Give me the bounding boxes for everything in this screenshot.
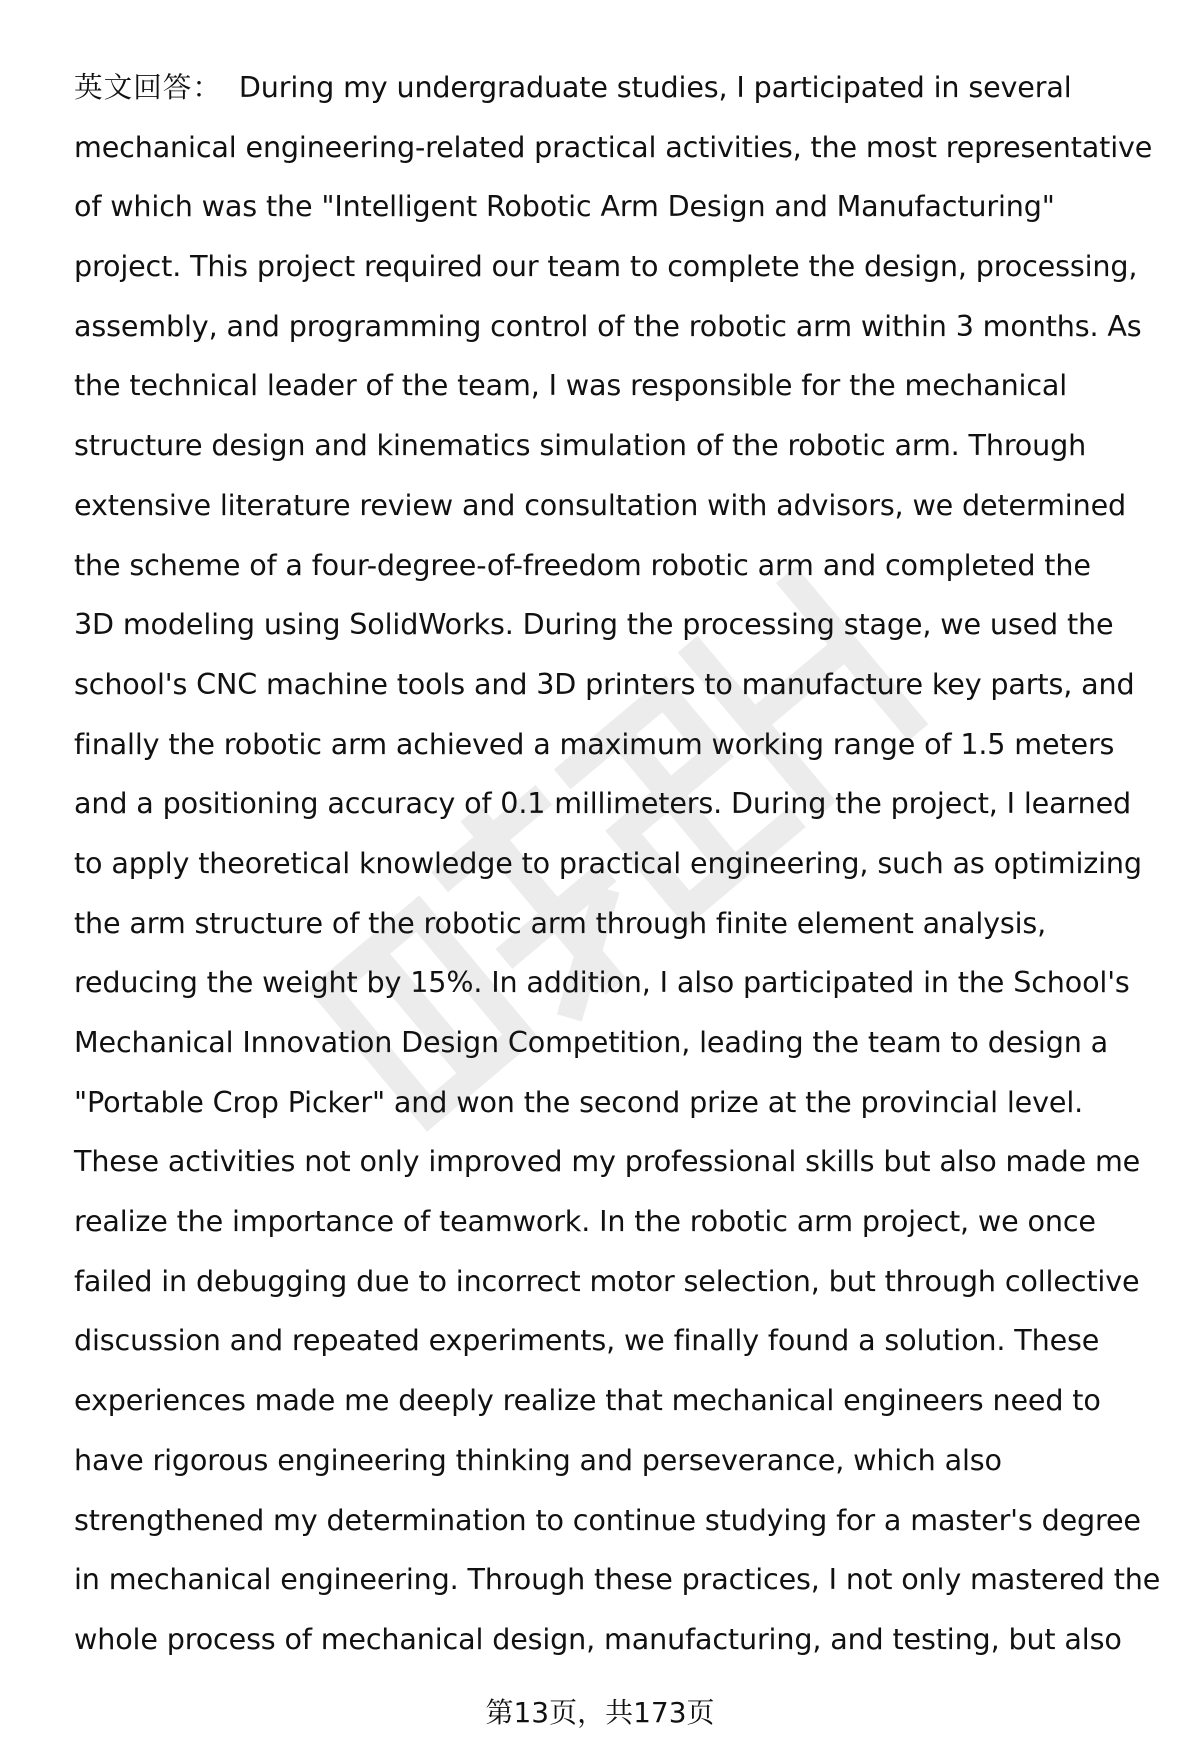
text-line: assembly, and programming control of the robotic arm within 3 months. As: [74, 308, 1142, 343]
text-line: These activities not only improved my professional skills but also made me: [74, 1144, 1141, 1179]
text-line: discussion and repeated experiments, we finally found a solution. These: [74, 1323, 1100, 1358]
answer-label: 英文回答：: [74, 70, 222, 104]
text-line: and a positioning accuracy of 0.1 millimeters. During the project, I learned: [74, 786, 1132, 821]
page-indicator: 第13页，共173页: [485, 1696, 715, 1729]
text-line: have rigorous engineering thinking and perseverance, which also: [74, 1442, 1002, 1477]
text-line: in mechanical engineering. Through these practices, I not only mastered the: [74, 1562, 1161, 1597]
text-line: to apply theoretical knowledge to practical engineering, such as optimizing: [74, 845, 1142, 880]
text-line: the arm structure of the robotic arm through finite element analysis,: [74, 905, 1047, 940]
answer-text: [74, 58, 1184, 1670]
text-line: extensive literature review and consultation with advisors, we determined: [74, 487, 1127, 522]
text-line: experiences made me deeply realize that mechanical engineers need to: [74, 1383, 1101, 1418]
text-line: finally the robotic arm achieved a maximum working range of 1.5 meters: [74, 726, 1115, 761]
text-line: mechanical engineering-related practical activities, the most representative: [74, 129, 1153, 164]
text-line: school's CNC machine tools and 3D printers to manufacture key parts, and: [74, 666, 1135, 701]
text-line: project. This project required our team to complete the design, processing,: [74, 249, 1138, 284]
text-line: 3D modeling using SolidWorks. During the processing stage, we used the: [74, 607, 1114, 642]
text-line: failed in debugging due to incorrect motor selection, but through collective: [74, 1263, 1140, 1298]
text-line: the technical leader of the team, I was responsible for the mechanical: [74, 368, 1068, 403]
text-line: the scheme of a four-degree-of-freedom robotic arm and completed the: [74, 547, 1091, 582]
text-line: Mechanical Innovation Design Competition, leading the team to design a: [74, 1025, 1108, 1059]
text-line: of which was the "Intelligent Robotic Arm Design and Manufacturing": [74, 189, 1055, 224]
text-line: realize the importance of teamwork. In the robotic arm project, we once: [74, 1204, 1096, 1239]
text-line: [74, 58, 1184, 118]
text-line-content: During my undergraduate studies, I participated in several: [229, 70, 1072, 104]
text-line: whole process of mechanical design, manufacturing, and testing, but also: [74, 1621, 1122, 1656]
text-line: "Portable Crop Picker" and won the second prize at the provincial level.: [74, 1084, 1084, 1119]
text-line: strengthened my determination to continue studying for a master's degree: [74, 1502, 1141, 1537]
text-line: structure design and kinematics simulation of the robotic arm. Through: [74, 428, 1087, 463]
text-line: reducing the weight by 15%. In addition, I also participated in the School's: [74, 965, 1130, 1000]
